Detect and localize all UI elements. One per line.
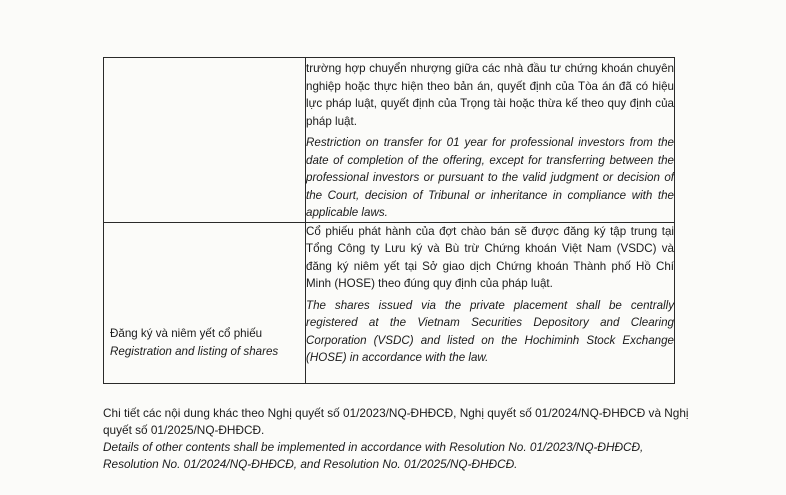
registration-content-en: The shares issued via the private placement shall be centrally registered at the Vietnam Securities Depository and Clearing Corporation (VSDC) and listed on the Hochiminh Stock Exchange (HOSE) in accordance with the law. xyxy=(306,298,674,364)
resolution-note-vi: Chi tiết các nội dung khác theo Nghị quyết số 01/2023/NQ-ĐHĐCĐ, Nghị quyết số 01/2024/NQ-ĐHĐCĐ và Nghị quyết số 01/2025/NQ-ĐHĐCĐ. xyxy=(103,406,689,437)
row-content-cell xyxy=(306,222,675,383)
table-row xyxy=(104,58,675,223)
row-label-cell xyxy=(104,222,306,383)
row-label-cell xyxy=(104,58,306,223)
table-row xyxy=(104,222,675,383)
terms-table xyxy=(103,57,675,384)
resolution-note xyxy=(103,405,693,473)
registration-label-vi: Đăng ký và niêm yết cổ phiếu xyxy=(110,326,263,340)
transfer-restriction-vi: trường hợp chuyển nhượng giữa các nhà đầu tư chứng khoán chuyên nghiệp hoặc thực hiện theo bản án, quyết định của Tòa án đã có hiệu lực pháp luật, quyết định của Trọng tài hoặc thừa kế theo quy định của pháp luật. xyxy=(306,62,674,128)
transfer-restriction-en: Restriction on transfer for 01 year for professional investors from the date of completion of the offering, except for transferring between the professional investors or pursuant to the valid judgment or decision of the Court, decision of Tribunal or inheritance in compliance with the applicable laws. xyxy=(306,136,674,219)
registration-content-vi: Cổ phiếu phát hành của đợt chào bán sẽ được đăng ký tập trung tại Tổng Công ty Lưu ký và Bù trừ Chứng khoán Việt Nam (VSDC) và đăng ký niêm yết tại Sở giao dịch Chứng khoán Thành phố Hồ Chí Minh (HOSE) theo đúng quy định của pháp luật. xyxy=(306,224,674,290)
resolution-note-en: Details of other contents shall be implemented in accordance with Resolution No. 01/2023/NQ-ĐHĐCĐ, Resolution No. 01/2024/NQ-ĐHĐCĐ, and Resolution No. 01/2025/NQ-ĐHĐCĐ. xyxy=(103,440,644,471)
registration-label-en: Registration and listing of shares xyxy=(110,344,279,358)
row-content-cell xyxy=(306,58,675,223)
